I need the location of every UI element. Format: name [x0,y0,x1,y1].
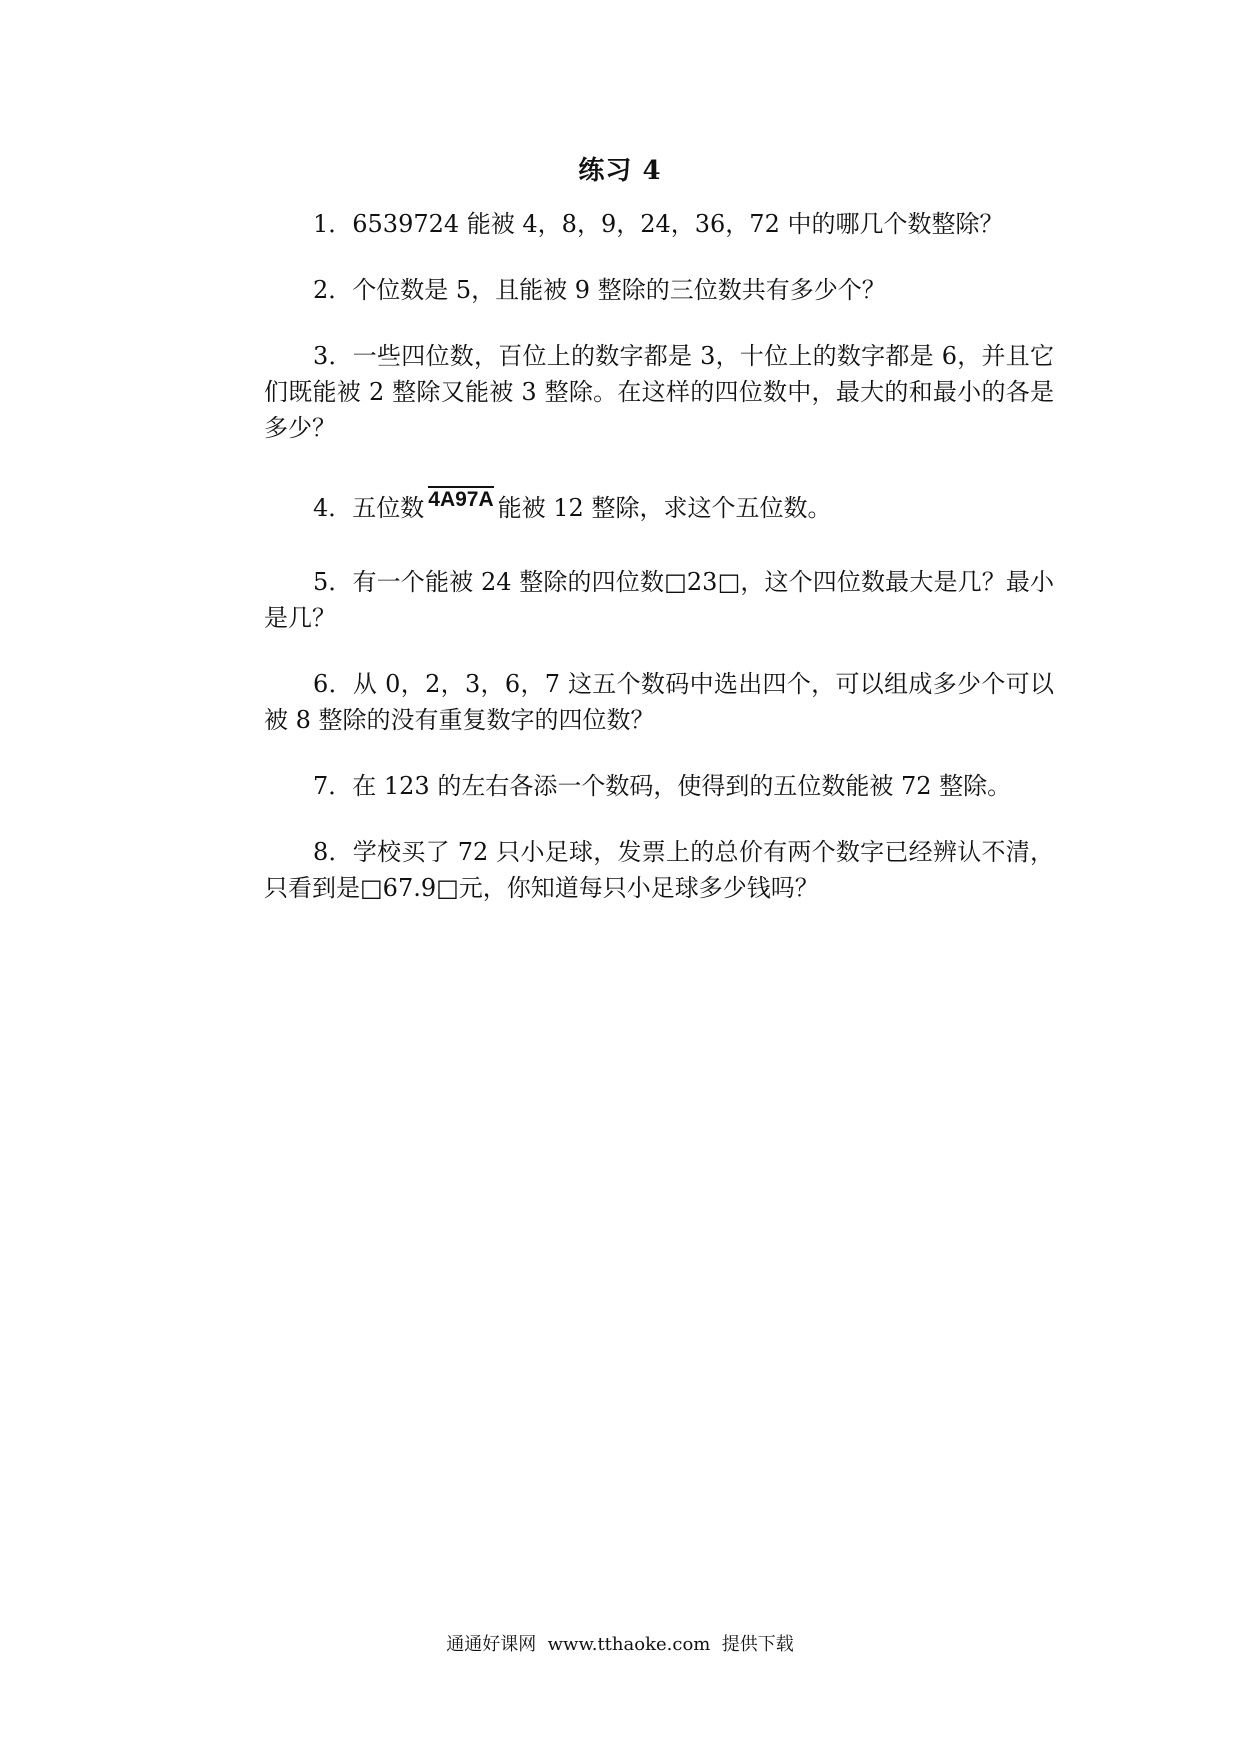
overlined-number: 4A97A [428,488,494,511]
footer-source: 通通好课网 www.tthaoke.com 提供下载 [446,1634,794,1655]
question-1: 1．6539724 能被 4，8，9，24，36，72 中的哪几个数整除？ [313,210,1004,238]
question-4 [264,490,1054,526]
question-7: 7．在 123 的左右各添一个数码，使得到的五位数能被 72 整除。 [313,772,1012,800]
question-5: 5．有一个能被 24 整除的四位数□23□，这个四位数最大是几？最小是几？ [264,568,1054,632]
question-8: 8．学校买了 72 只小足球，发票上的总价有两个数字已经辨认不清，只看到是□67.9□元，你知道每只小足球多少钱吗？ [264,838,1054,902]
question-3: 3．一些四位数，百位上的数字都是 3，十位上的数字都是 6，并且它们既能被 2 整除又能被 3 整除。在这样的四位数中，最大的和最小的各是多少？ [264,342,1054,442]
question-4-suffix: 能被 12 整除，求这个五位数。 [497,494,832,522]
page-title: 练习 4 [578,156,662,186]
question-2: 2．个位数是 5，且能被 9 整除的三位数共有多少个？ [313,276,886,304]
question-4-prefix: 4．五位数 [313,494,425,522]
question-list [264,206,1054,936]
question-6: 6．从 0，2，3，6，7 这五个数码中选出四个，可以组成多少个可以被 8 整除的没有重复数字的四位数？ [264,670,1054,734]
